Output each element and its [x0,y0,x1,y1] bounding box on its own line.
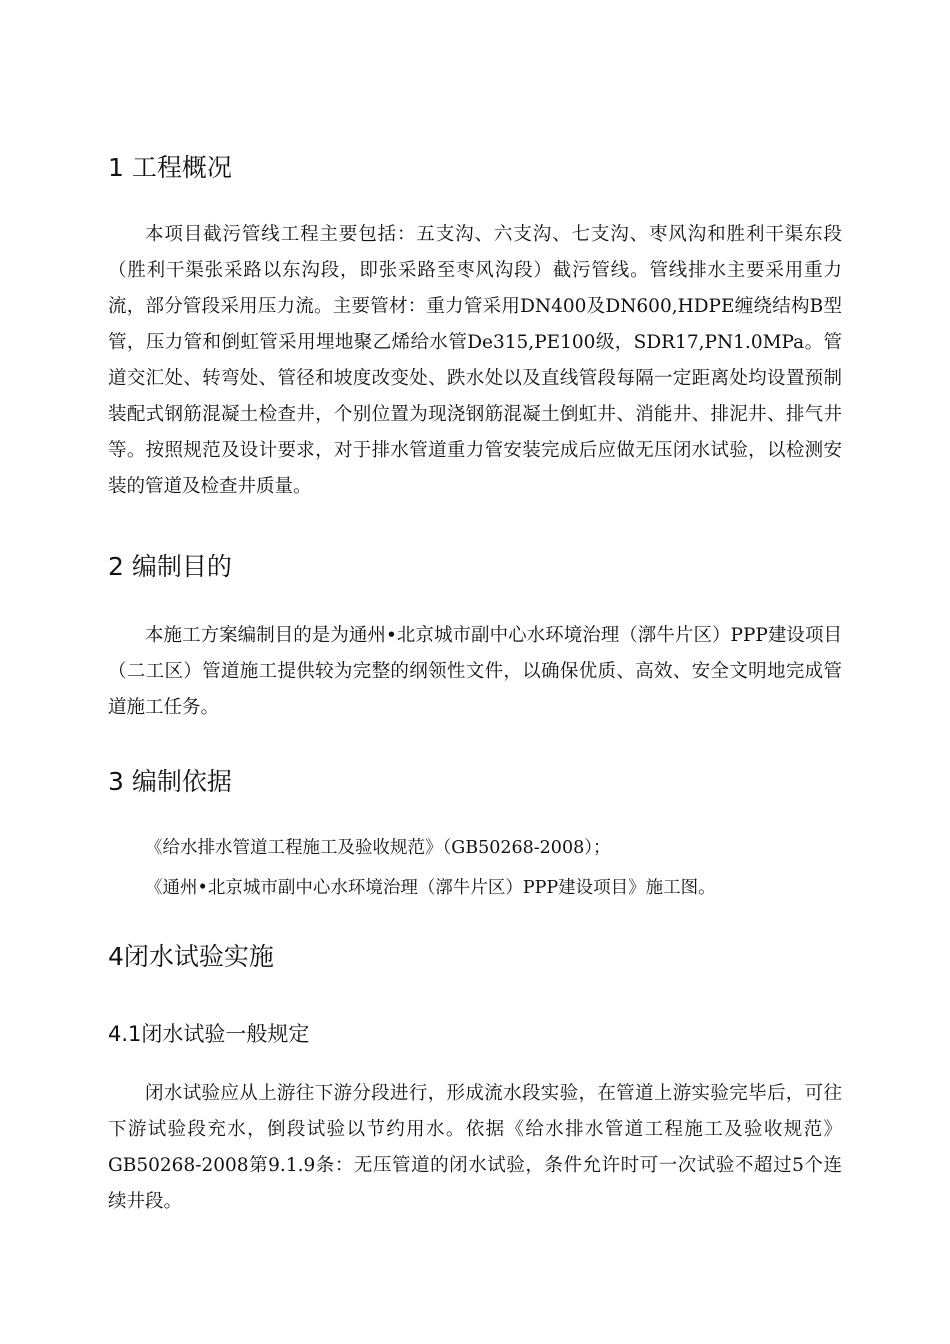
section-heading-purpose: 2 编制目的 [108,552,232,581]
overview-paragraph: 本项目截污管线工程主要包括：五支沟、六支沟、七支沟、枣风沟和胜利干渠东段（胜利干渠张采路以东沟段，即张采路至枣风沟段）截污管线。管线排水主要采用重力流，部分管段采用压力流。主要管材：重力管采用DN400及DN600,HDPE缠绕结构B型管，压力管和倒虹管采用埋地聚乙烯给水管De315,PE100级，SDR17,PN1.0MPa。管道交汇处、转弯处、管径和坡度改变处、跌水处以及直线管段每隔一定距离处均设置预制装配式钢筋混凝土检查井，个别位置为现浇钢筋混凝土倒虹井、消能井、排泥井、排气井等。按照规范及设计要求，对于排水管道重力管安装完成后应做无压闭水试验，以检测安装的管道及检查井质量。 [108,224,842,497]
section-heading-closed-water-test: 4闭水试验实施 [108,942,274,971]
reference-item: 《给水排水管道工程施工及验收规范》（GB50268-2008）； [145,838,611,858]
section-heading-basis: 3 编制依据 [108,767,232,796]
section-heading-overview: 1 工程概况 [108,153,232,182]
general-rules-paragraph: 闭水试验应从上游往下游分段进行，形成流水段实验，在管道上游实验完毕后，可往下游试验段充水，倒段试验以节约用水。依据《给水排水管道工程施工及验收规范》GB50268-2008第9.1.9条：无压管道的闭水试验，条件允许时可一次试验不超过5个连续井段。 [108,1083,842,1212]
purpose-paragraph: 本施工方案编制目的是为通州•北京城市副中心水环境治理（漷牛片区）PPP建设项目（二工区）管道施工提供较为完整的纲领性文件，以确保优质、高效、安全文明地完成管道施工任务。 [108,625,842,718]
reference-item: 《通州•北京城市副中心水环境治理（漷牛片区）PPP建设项目》施工图。 [145,878,716,898]
subsection-heading-general-rules: 4.1闭水试验一般规定 [108,1022,310,1046]
